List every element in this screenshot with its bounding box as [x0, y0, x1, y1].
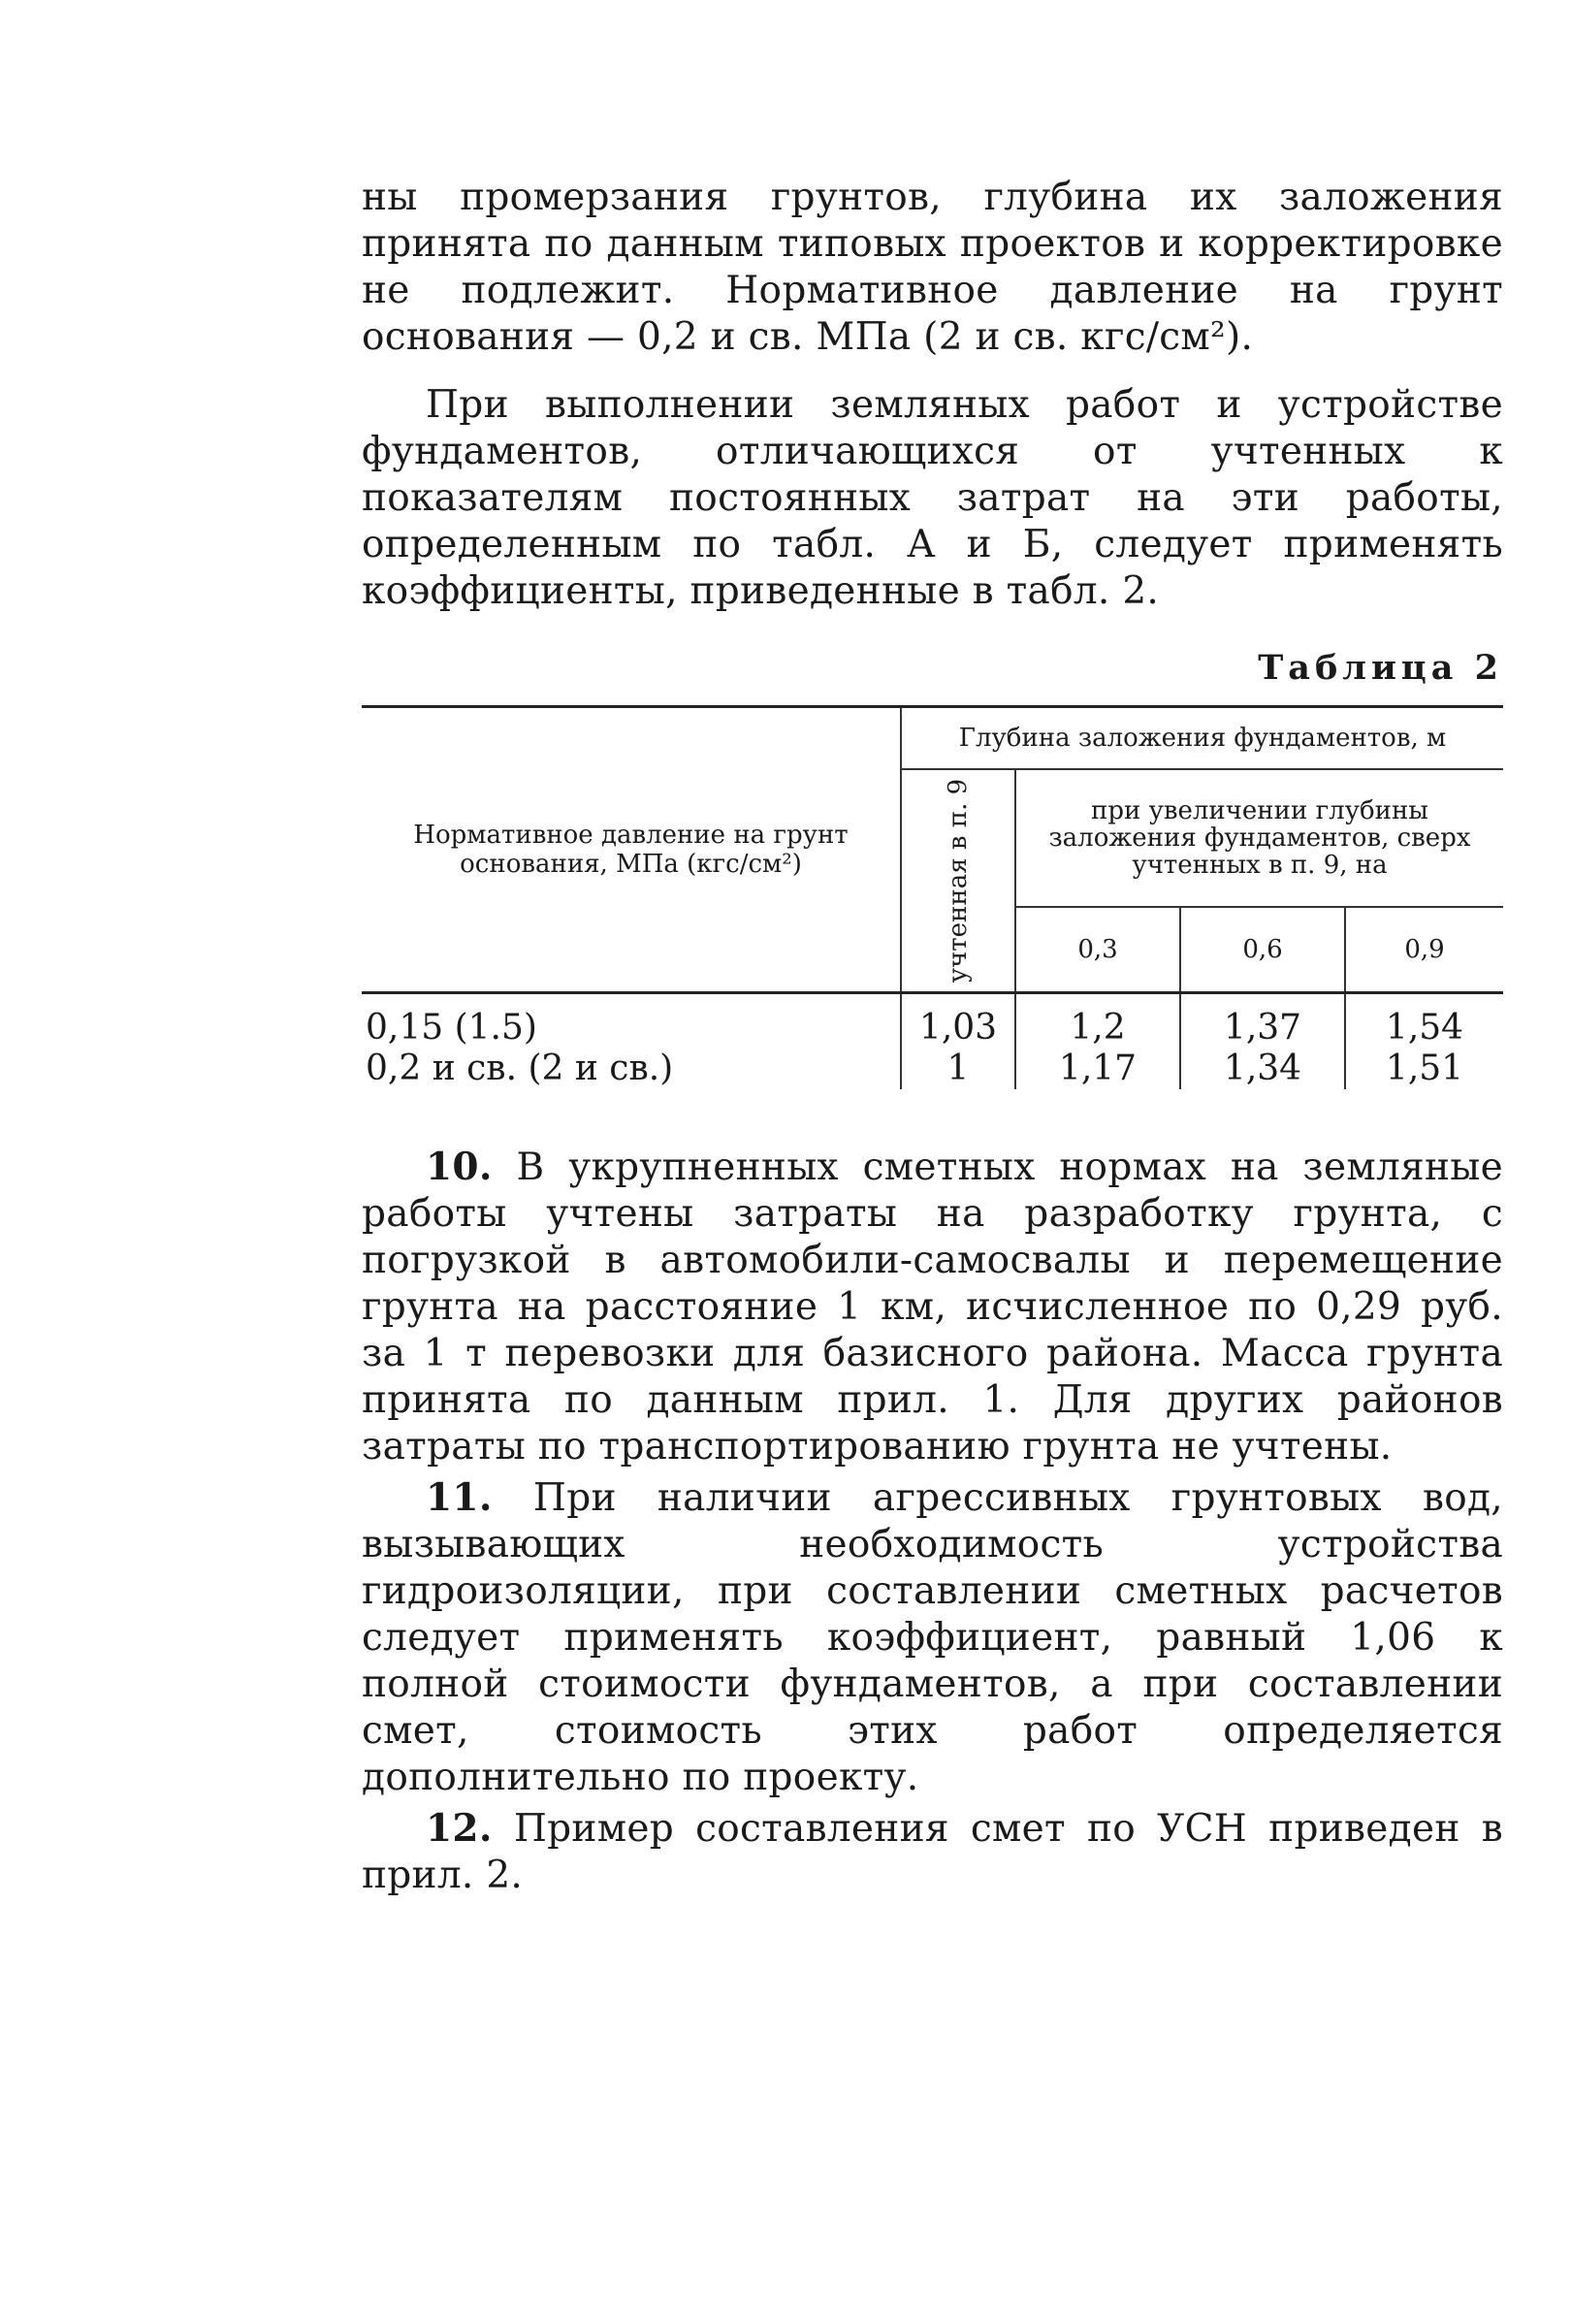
- table-row: [362, 1049, 1503, 1089]
- cell-increase-0-9: 1,54: [1345, 993, 1503, 1049]
- clause-text: Пример составления смет по УСН приведен в прил. 2.: [362, 1807, 1503, 1897]
- header-increase-0-6: 0,6: [1180, 907, 1345, 992]
- cell-pressure: 0,2 и св. (2 и св.): [366, 1049, 674, 1088]
- cell-counted: 1: [901, 1049, 1015, 1089]
- table-row: [362, 993, 1503, 1049]
- clause-number: 10.: [426, 1145, 493, 1189]
- cell-increase-0-6: 1,37: [1180, 993, 1345, 1049]
- cell-pressure: 0,15 (1.5): [366, 1008, 537, 1048]
- header-counted: учтенная в п. 9: [944, 778, 973, 984]
- header-foundation-depth: Глубина заложения фундаментов, м: [901, 707, 1503, 770]
- table-title: Таблица 2: [1258, 648, 1503, 688]
- clause-12: [362, 1805, 1503, 1899]
- cell-increase-0-9: 1,51: [1345, 1049, 1503, 1089]
- paragraph-coefficients-intro: При выполнении земляных работ и устройстве фундаментов, отличающихся от учтенных к показателям постоянных затрат на эти работы, определенным по табл. А и Б, следует применять коэффициенты, приведенные в табл. 2.: [362, 383, 1503, 613]
- clause-text: При наличии агрессивных грунтовых вод, вызывающих необходимость устройства гидроизоляции, при составлении сметных расчетов следует применять коэффициент, равный 1,06 к полной стоимости фундаментов, а при составлении смет, стоимость этих работ определяется дополнительно по проекту.: [362, 1476, 1503, 1799]
- header-increase-0-3: 0,3: [1015, 907, 1180, 992]
- header-depth-increase: при увеличении глубины заложения фундаментов, сверх учтенных в п. 9, на: [1015, 769, 1503, 907]
- header-increase-0-9: 0,9: [1345, 907, 1503, 992]
- document-page: [362, 175, 1503, 1899]
- clause-10: [362, 1144, 1503, 1470]
- clause-number: 11.: [426, 1475, 493, 1520]
- cell-increase-0-6: 1,34: [1180, 1049, 1345, 1089]
- paragraph-continuation: ны промерзания грунтов, глубина их заложения принята по данным типовых проектов и корректировке не подлежит. Нормативное давление на грунт основания — 0,2 и св. МПа (2 и св. кгс/см²).: [362, 176, 1503, 359]
- clause-text: В укрупненных сметных нормах на земляные работы учтены затраты на разработку грунта, с погрузкой в автомобили-самосвалы и перемещение грунта на расстояние 1 км, исчисленное по 0,29 руб. за 1 т перевозки для базисного района. Масса грунта принята по данным прил. 1. Для других районов затраты по транспортированию грунта не учтены.: [362, 1146, 1503, 1469]
- clause-number: 12.: [426, 1806, 493, 1851]
- header-counted-cell: [901, 769, 1015, 993]
- cell-increase-0-3: 1,17: [1015, 1049, 1180, 1089]
- numbered-clauses: [362, 1144, 1503, 1899]
- cell-increase-0-3: 1,2: [1015, 993, 1180, 1049]
- cell-counted: 1,03: [901, 993, 1015, 1049]
- coefficients-table: [362, 705, 1503, 1089]
- header-normative-pressure: Нормативное давление на грунт основания, МПа (кгс/см²): [362, 707, 901, 993]
- clause-11: [362, 1474, 1503, 1801]
